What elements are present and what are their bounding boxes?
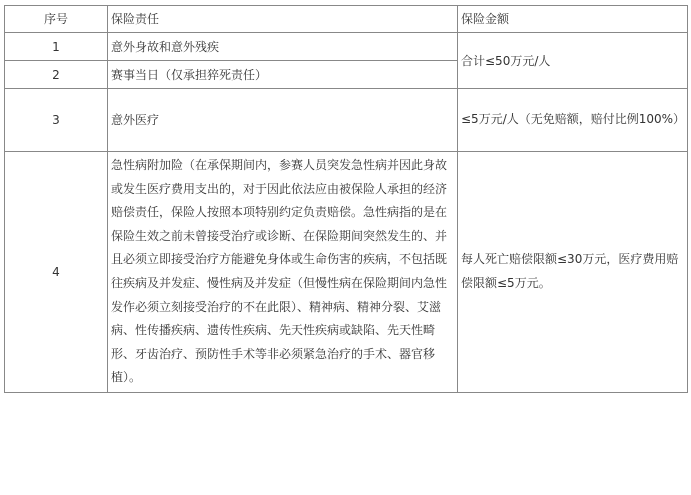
table-row	[5, 152, 688, 393]
insurance-table	[4, 5, 688, 393]
table-header-row	[5, 6, 688, 33]
row-index: 2	[5, 61, 108, 89]
row-index: 4	[5, 152, 108, 393]
row-duty: 赛事当日（仅承担猝死责任）	[108, 61, 458, 89]
table-row	[5, 89, 688, 152]
table-row	[5, 33, 688, 61]
row-duty: 意外医疗	[108, 89, 458, 152]
row-duty: 急性病附加险（在承保期间内，参赛人员突发急性病并因此身故或发生医疗费用支出的，对于因此依法应由被保险人承担的经济赔偿责任，保险人按照本项特别约定负责赔偿。急性病指的是在保险生效之前未曾接受治疗或诊断、在保险期间突然发生的、并且必须立即接受治疗方能避免身体或生命伤害的疾病，不包括既往疾病及并发症、慢性病及并发症（但慢性病在保险期间内急性发作必须立刻接受治疗的不在此限）、精神病、精神分裂、艾滋病、性传播疾病、遗传性疾病、先天性疾病或缺陷、先天性畸形、牙齿治疗、预防性手术等非必须紧急治疗的手术、器官移植）。	[108, 152, 458, 393]
header-index: 序号	[5, 6, 108, 33]
header-duty: 保险责任	[108, 6, 458, 33]
row-index: 3	[5, 89, 108, 152]
row-index: 1	[5, 33, 108, 61]
row-duty: 意外身故和意外残疾	[108, 33, 458, 61]
header-amount: 保险金额	[458, 6, 688, 33]
row-amount: 合计≤50万元/人	[458, 33, 688, 89]
row-amount: 每人死亡赔偿限额≤30万元，医疗费用赔偿限额≤5万元。	[458, 152, 688, 393]
row-amount: ≤5万元/人（无免赔额，赔付比例100%）	[458, 89, 688, 152]
